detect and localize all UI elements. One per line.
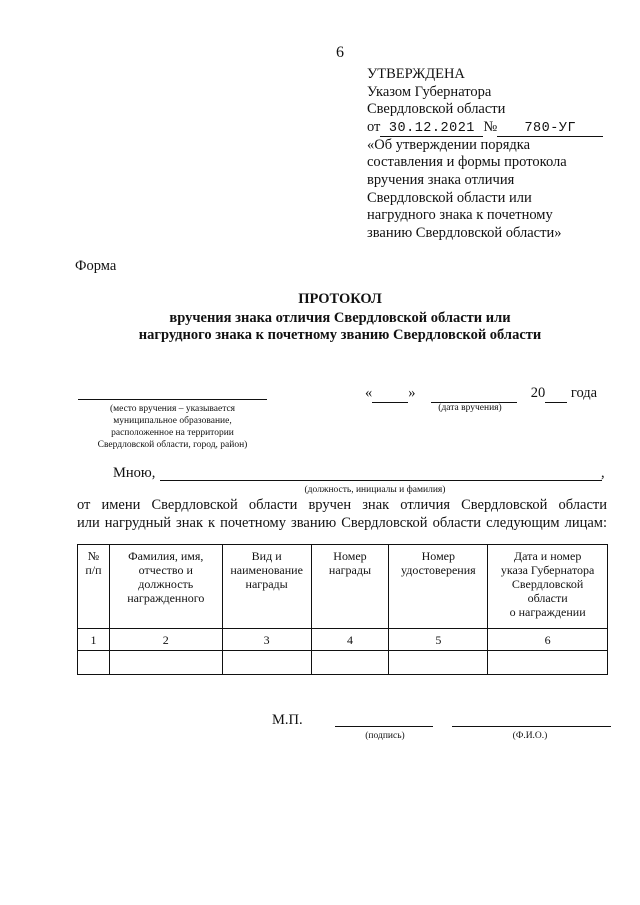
header-decree-4: области (527, 591, 568, 605)
header-name-1: Фамилия, имя, (128, 549, 204, 563)
date-prefix: от (367, 118, 381, 135)
stamp-label: М.П. (272, 712, 303, 728)
month-blank[interactable] (431, 385, 517, 403)
table-header-row (78, 545, 608, 629)
header-number (78, 545, 110, 629)
approval-quote-5: нагрудного знака к почетному (367, 207, 553, 224)
place-hint-3: расположенное на территории (111, 428, 234, 438)
col-num-6: 6 (488, 629, 608, 651)
place-hint-2: муниципальное образование, (113, 416, 232, 426)
award-date-row (365, 385, 597, 403)
year-prefix: 20 (530, 385, 546, 401)
col-num-5: 5 (389, 629, 488, 651)
day-blank[interactable] (372, 385, 408, 403)
header-number-1: № (87, 549, 100, 563)
header-award-number (311, 545, 389, 629)
header-type-3: награды (245, 577, 288, 591)
protocol-title: ПРОТОКОЛ (298, 291, 382, 307)
approval-quote-1: «Об утверждении порядка (367, 136, 531, 153)
place-hint-1: (место вручения – указывается (109, 404, 236, 414)
approval-quote-4: Свердловской области или (367, 189, 532, 206)
signature-blank[interactable] (335, 726, 433, 727)
number-prefix: № (483, 118, 498, 135)
year-blank[interactable] (545, 385, 567, 403)
header-type-2: наименование (230, 563, 303, 577)
approval-title: УТВЕРЖДЕНА (367, 66, 465, 82)
header-certificate-number (389, 545, 488, 629)
recipients-table (77, 544, 608, 675)
statement-line-2: или нагрудный знак к почетному званию Свердловской области следующим лицам: (77, 515, 607, 531)
date-value-field (380, 120, 483, 137)
approval-date-line (367, 119, 622, 137)
header-number-2: п/п (85, 563, 102, 577)
statement-line-1: от имени Свердловской области вручен знак отличия Свердловской области (77, 497, 607, 513)
table-cell[interactable] (109, 651, 222, 675)
col-num-1: 1 (78, 629, 110, 651)
date-value: 30.12.2021 (388, 120, 475, 136)
protocol-subtitle-2: нагрудного знака к почетному званию Свердловской области (138, 327, 542, 343)
header-full-name (109, 545, 222, 629)
col-num-4: 4 (311, 629, 389, 651)
place-hint (70, 403, 275, 451)
open-quote: « (365, 385, 373, 401)
header-name-4: награжденного (127, 591, 205, 605)
form-label: Форма (75, 258, 117, 274)
header-name-2: отчество и (138, 563, 193, 577)
approval-line1: Указом Губернатора (367, 83, 492, 100)
place-hint-4: Свердловской области, город, район) (97, 440, 248, 450)
close-quote: » (408, 385, 416, 401)
header-decree-3: Свердловской (511, 577, 584, 591)
approval-quote-2: составления и формы протокола (367, 154, 567, 171)
table-cell[interactable] (488, 651, 608, 675)
header-award-type (222, 545, 311, 629)
header-decree-1: Дата и номер (513, 549, 582, 563)
col-num-2: 2 (109, 629, 222, 651)
header-type-1: Вид и (251, 549, 282, 563)
full-name-hint: (Ф.И.О.) (512, 731, 548, 741)
header-decree-2: указа Губернатора (500, 563, 595, 577)
year-suffix: года (570, 385, 598, 401)
header-name-3: должность (138, 577, 194, 591)
approval-block (367, 66, 622, 242)
table-cell[interactable] (311, 651, 389, 675)
header-award-num-1: Номер (333, 549, 367, 563)
approval-quote-3: вручения знака отличия (367, 171, 515, 188)
table-cell[interactable] (222, 651, 311, 675)
approval-quote-6: званию Свердловской области» (367, 224, 562, 241)
number-value: 780-УГ (524, 120, 577, 136)
by-whom-comma: , (601, 465, 605, 481)
full-name-blank[interactable] (452, 726, 611, 727)
by-whom-hint: (должность, инициалы и фамилия) (304, 485, 446, 495)
protocol-subtitle-1: вручения знака отличия Свердловской области или (169, 310, 511, 326)
page-number: 6 (336, 44, 344, 61)
col-num-3: 3 (222, 629, 311, 651)
date-hint: (дата вручения) (438, 403, 502, 413)
table-row (78, 651, 608, 675)
header-cert-2: удостоверения (400, 563, 476, 577)
place-blank-line[interactable] (78, 399, 267, 400)
table-numbering-row (78, 629, 608, 651)
by-whom-blank[interactable] (160, 480, 602, 481)
signature-hint: (подпись) (365, 731, 405, 741)
approval-line2: Свердловской области (367, 101, 506, 118)
header-decree (488, 545, 608, 629)
header-decree-5: о награждении (509, 605, 586, 619)
by-whom-label: Мною, (113, 465, 156, 481)
number-value-field (497, 120, 603, 137)
table-cell[interactable] (389, 651, 488, 675)
header-cert-1: Номер (421, 549, 455, 563)
header-award-num-2: награды (328, 563, 372, 577)
table-cell[interactable] (78, 651, 110, 675)
